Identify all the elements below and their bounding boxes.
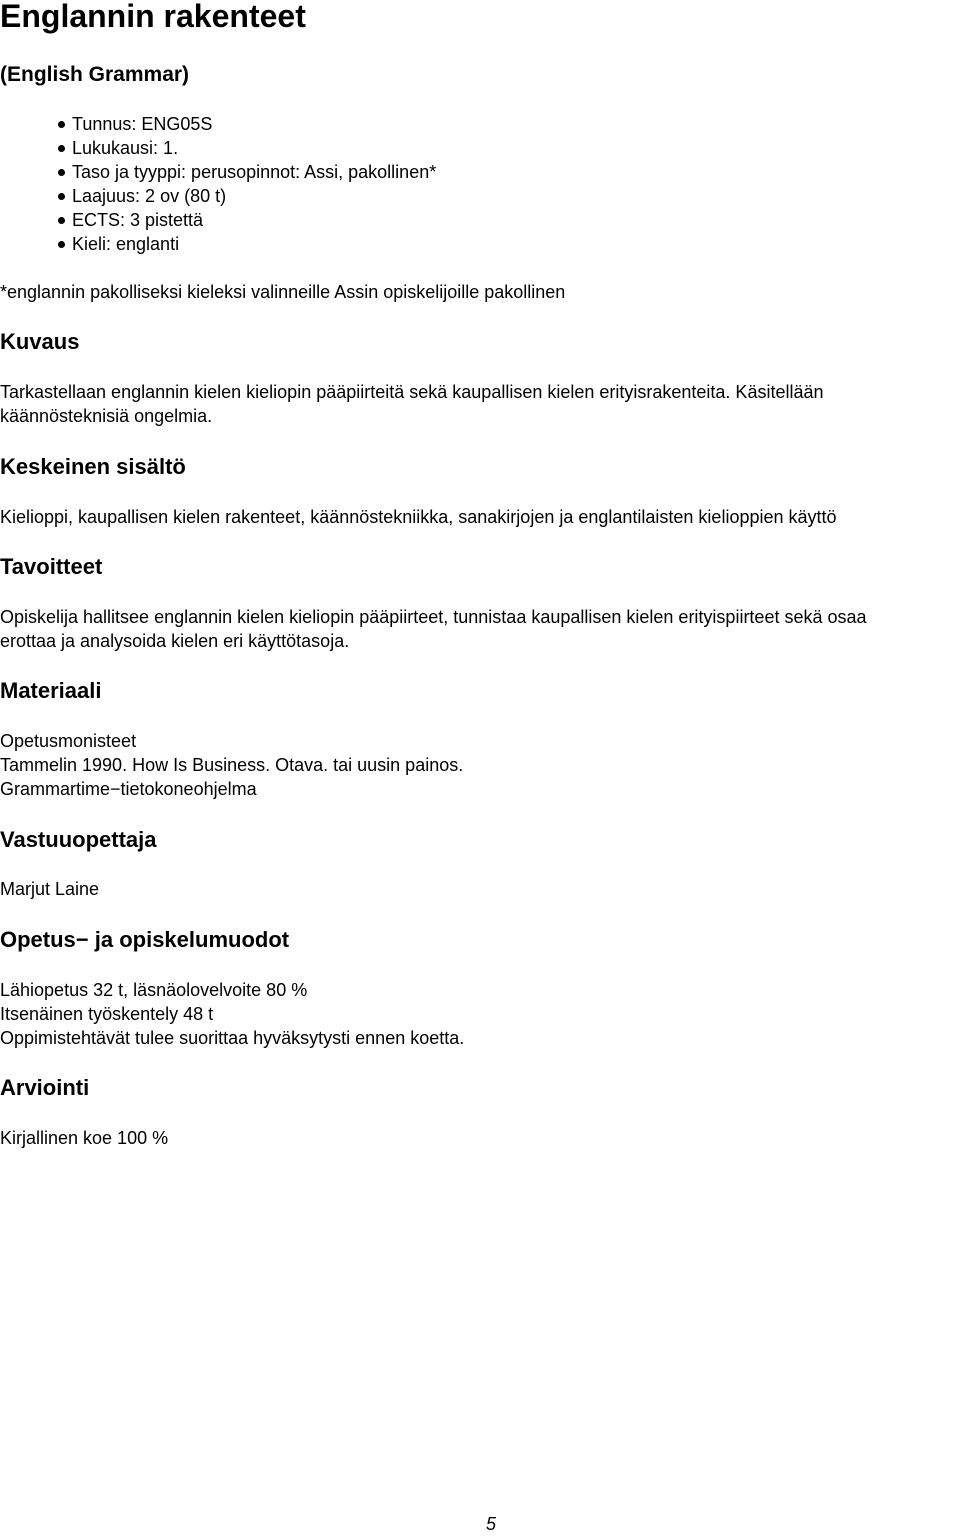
list-item: ECTS: 3 pistettä	[72, 208, 436, 232]
list-item: Kieli: englanti	[72, 232, 436, 256]
section-text-materiaali	[0, 729, 960, 801]
section-heading-vastuuopettaja: Vastuuopettaja	[0, 827, 157, 852]
list-item: Lukukausi: 1.	[72, 136, 436, 160]
text-line: Tammelin 1990. How Is Business. Otava. tai uusin painos.	[0, 755, 464, 775]
text-line: Kielioppi, kaupallisen kielen rakenteet, käännöstekniikka, sanakirjojen ja englantilaisten kielioppien käyttö	[0, 507, 837, 527]
text-line: Itsenäinen työskentely 48 t	[0, 1004, 214, 1024]
page-number: 5	[486, 1514, 497, 1534]
list-item: Tunnus: ENG05S	[72, 112, 436, 136]
section-heading-kuvaus: Kuvaus	[0, 329, 80, 354]
text-line: Oppimistehtävät tulee suorittaa hyväksytysti ennen koetta.	[0, 1028, 465, 1048]
text-line: Marjut Laine	[0, 879, 100, 899]
text-line: Lähiopetus 32 t, läsnäolovelvoite 80 %	[0, 980, 308, 1000]
footnote: *englannin pakolliseksi kieleksi valinneille Assin opiskelijoille pakollinen	[0, 282, 566, 302]
section-text-vastuuopettaja	[0, 877, 960, 901]
text-line: Opiskelija hallitsee englannin kielen kieliopin pääpiirteet, tunnistaa kaupallisen kielen erityispiirteet sekä osaa	[0, 607, 867, 627]
section-text-opetusmuodot	[0, 978, 960, 1050]
section-text-arviointi	[0, 1126, 960, 1150]
text-line: erottaa ja analysoida kielen eri käyttötasoja.	[0, 631, 350, 651]
section-heading-tavoitteet: Tavoitteet	[0, 554, 103, 579]
page-title: Englannin rakenteet	[0, 0, 306, 34]
list-item: Taso ja tyyppi: perusopinnot: Assi, pakollinen*	[72, 162, 437, 182]
section-heading-sisalto: Keskeinen sisältö	[0, 454, 186, 479]
section-heading-arviointi: Arviointi	[0, 1075, 90, 1100]
page-subtitle: (English Grammar)	[0, 63, 190, 86]
text-line: Tarkastellaan englannin kielen kieliopin pääpiirteitä sekä kaupallisen kielen erityisrakenteita. Käsitellään	[0, 382, 824, 402]
text-line: Opetusmonisteet	[0, 731, 137, 751]
section-text-kuvaus	[0, 380, 960, 428]
section-heading-opetusmuodot: Opetus− ja opiskelumuodot	[0, 927, 290, 952]
section-text-tavoitteet	[0, 605, 960, 653]
text-line: Kirjallinen koe 100 %	[0, 1128, 169, 1148]
section-text-sisalto	[0, 505, 960, 529]
section-heading-materiaali: Materiaali	[0, 678, 102, 703]
text-line: Grammartime−tietokoneohjelma	[0, 779, 257, 799]
text-line: käännösteknisiä ongelmia.	[0, 406, 213, 426]
list-item: Laajuus: 2 ov (80 t)	[72, 184, 436, 208]
course-info-list	[0, 112, 436, 256]
